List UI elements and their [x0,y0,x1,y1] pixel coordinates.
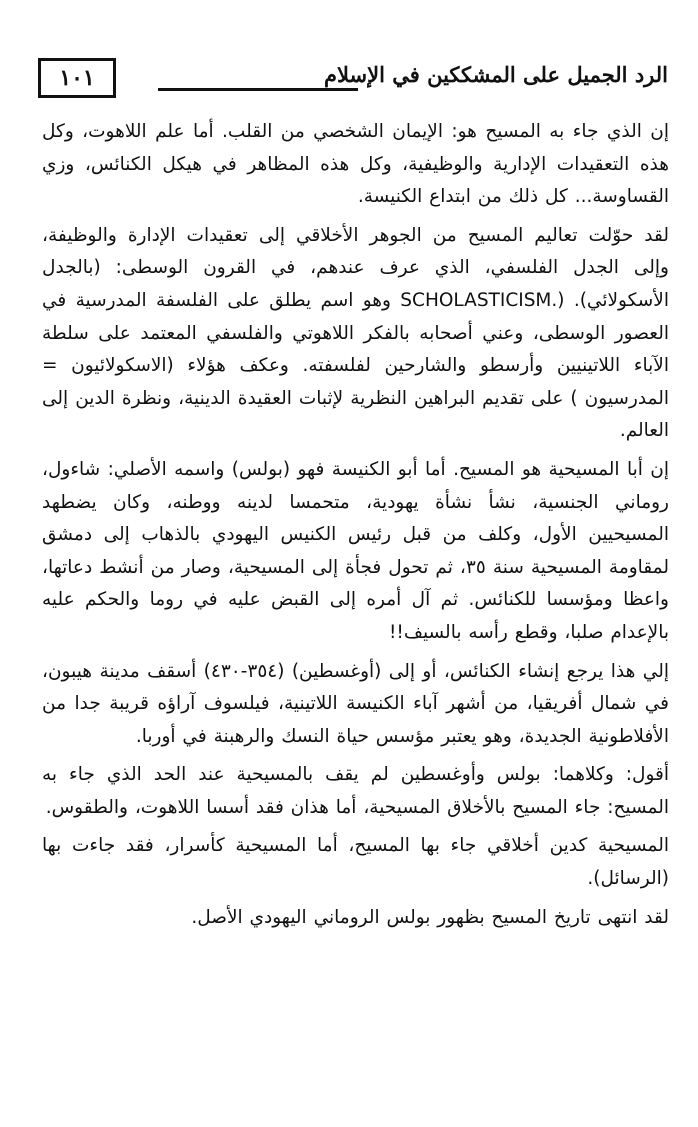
body-text [42,116,669,940]
paragraph-7: لقد انتهى تاريخ المسيح بظهور بولس الروماني اليهودي الأصل. [191,906,669,928]
paragraph-6: المسيحية كدين أخلاقي جاء بها المسيح، أما المسيحية كأسرار، فقد جاءت بها (الرسائل). [42,835,669,890]
header-rule [158,88,358,91]
paragraph-4: إلي هذا يرجع إنشاء الكنائس، أو إلى (أوغسطين) (٣٥٤-٤٣٠) أسقف مدينة هيبون، في شمال أفريقيا، من أشهر آباء الكنيسة اللاتينية، فيلسوف آراؤه قريبة جدا من الأفلاطونية الجديدة، وهو يعتبر مؤسس حياة النسك والرهبنة في أوربا. [42,660,669,747]
paragraph-1: إن الذي جاء به المسيح هو: الإيمان الشخصي من القلب. أما علم اللاهوت، وكل هذه التعقيدات الإدارية والوظيفية، وكل هذه المظاهر في هيكل الكنائس، وزي القساوسة... كل ذلك من ابتداع الكنيسة. [42,121,669,208]
paragraph-3: إن أبا المسيحية هو المسيح. أما أبو الكنيسة فهو (بولس) واسمه الأصلي: شاءول، روماني الجنسية، نشأ نشأة يهودية، متحمسا لدينه ووطنه، وكان يضطهد المسيحيين الأول، وكلف من قبل رئيس الكنيس اليهودي بالذهاب إلى دمشق لمقاومة المسيحية سنة ٣٥، ثم تحول فجأة إلى المسيحية، وصار من أنشط دعاتها، واعظا ومؤسسا للكنائس. ثم آل أمره إلى القبض عليه في روما والحكم عليه بالإعدام صلبا، وقطع رأسه بالسيف!! [42,458,669,643]
book-title: الرد الجميل على المشككين في الإسلام [324,62,668,87]
page-number: ١٠١ [38,58,116,98]
paragraph-5: أقول: وكلاهما: بولس وأوغسطين لم يقف بالمسيحية عند الحد الذي جاء به المسيح: جاء المسيح بالأخلاق المسيحية، أما هذان فقد أسسا اللاهوت، والطقوس. [42,764,669,818]
paragraph-2: لقد حوّلت تعاليم المسيح من الجوهر الأخلاقي إلى تعقيدات الإدارة والوظيفة، وإلى الجدل الفلسفي، الذي عرف عندهم، في القرون الوسطى: (بالجدل الأسكولائي). (.SCHOLASTICISM وهو اسم يطلق على الفلسفة المدرسية في العصور الوسطى، وعني أصحابه بالفكر اللاهوتي والفلسفي المعتمد على سلطة الآباء اللاتينيين وأرسطو والشارحين لفلسفته. وعكف هؤلاء (الاسكولائيون = المدرسيون ) على تقديم البراهين النظرية لإثبات العقيدة الدينية، ونظرة الدين إلى العالم. [42,224,670,442]
page-header [38,58,668,102]
